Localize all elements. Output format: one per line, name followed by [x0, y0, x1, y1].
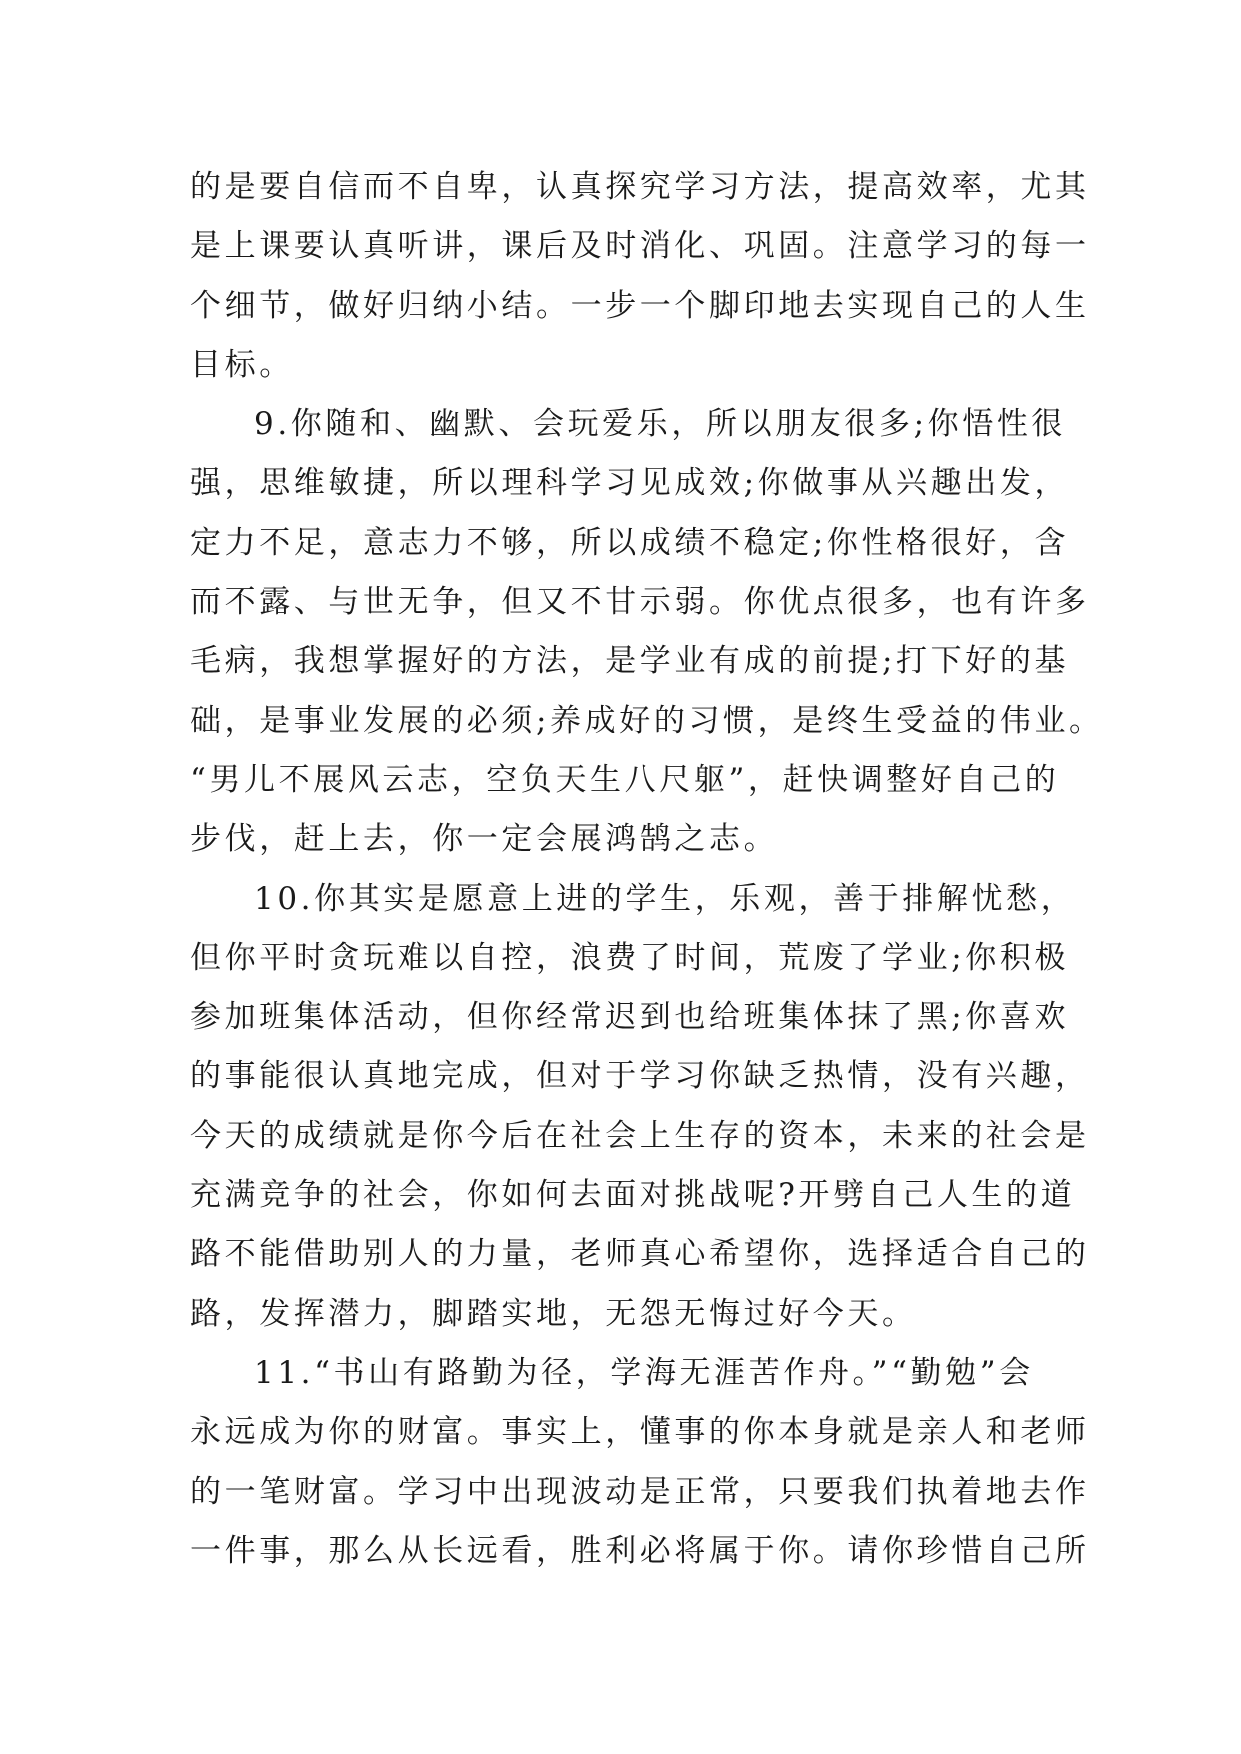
text-line: 的事能很认真地完成，但对于学习你缺乏热情，没有兴趣，: [190, 1058, 1090, 1095]
text-line: 路不能借助别人的力量，老师真心希望你，选择适合自己的: [190, 1236, 1090, 1273]
text-line: 路，发挥潜力，脚踏实地，无怨无悔过好今天。: [190, 1295, 917, 1332]
text-line: 强，思维敏捷，所以理科学习见成效;你做事从兴趣出发，: [190, 465, 1070, 502]
paragraph-11-start: 11.“书山有路勤为径，学海无涯苦作舟。”“勤勉”会: [254, 1354, 1034, 1391]
text-line: 而不露、与世无争，但又不甘示弱。你优点很多，也有许多: [190, 584, 1090, 621]
text-line: 定力不足，意志力不够，所以成绩不稳定;你性格很好，含: [190, 524, 1070, 561]
text-line: 充满竞争的社会，你如何去面对挑战呢?开劈自己人生的道: [190, 1177, 1076, 1214]
text-line: 毛病，我想掌握好的方法，是学业有成的前提;打下好的基: [190, 643, 1070, 680]
text-line: “男儿不展风云志，空负天生八尺躯”，赶快调整好自己的: [190, 761, 1060, 798]
text-line: 是上课要认真听讲，课后及时消化、巩固。注意学习的每一: [190, 228, 1090, 265]
text-line: 础，是事业发展的必须;养成好的习惯，是终生受益的伟业。: [190, 702, 1104, 739]
text-line: 的是要自信而不自卑，认真探究学习方法，提高效率，尤其: [190, 169, 1090, 205]
text-line: 今天的成绩就是你今后在社会上生存的资本，未来的社会是: [190, 1117, 1090, 1154]
text-line: 永远成为你的财富。事实上，懂事的你本身就是亲人和老师: [190, 1414, 1090, 1451]
paragraph-9-start: 9.你随和、幽默、会玩爱乐，所以朋友很多;你悟性很: [254, 406, 1067, 443]
text-line: 参加班集体活动，但你经常迟到也给班集体抹了黑;你喜欢: [190, 999, 1070, 1036]
text-line: 步伐，赶上去，你一定会展鸿鹄之志。: [190, 821, 779, 858]
text-line: 一件事，那么从长远看，胜利必将属于你。请你珍惜自己所: [190, 1532, 1090, 1569]
document-body: [190, 158, 1104, 1581]
text-line: 目标。: [190, 346, 294, 383]
paragraph-10-start: 10.你其实是愿意上进的学生，乐观，善于排解忧愁，: [254, 880, 1076, 917]
text-line: 的一笔财富。学习中出现波动是正常，只要我们执着地去作: [190, 1473, 1090, 1510]
text-line: 个细节，做好归纳小结。一步一个脚印地去实现自己的人生: [190, 287, 1090, 324]
text-line: 但你平时贪玩难以自控，浪费了时间，荒废了学业;你积极: [190, 939, 1070, 976]
